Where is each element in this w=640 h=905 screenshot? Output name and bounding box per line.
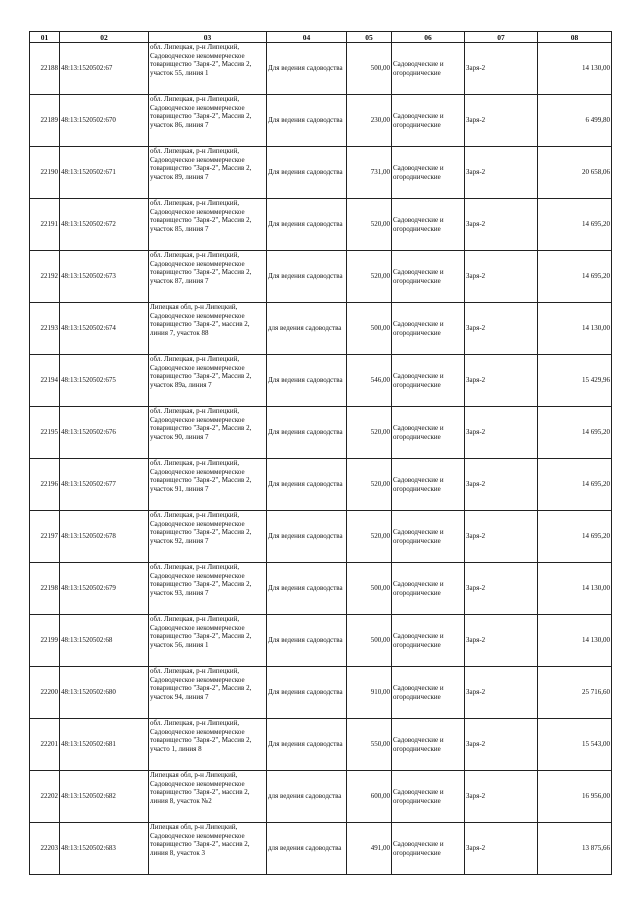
cell-permitted-use-text: для ведения садоводства — [268, 844, 342, 853]
cell-category — [392, 303, 465, 355]
cell-record-number — [30, 667, 60, 719]
cell-permitted-use-text: Для ведения садоводства — [268, 116, 343, 125]
cell-address-text: обл. Липецкая, р-н Липецкий, Садоводческое некоммерческое товарищество "Заря-2", Массив 2, участок 87, линия 7 — [150, 251, 252, 285]
cell-address-text: обл. Липецкая, р-н Липецкий, Садоводческое некоммерческое товарищество "Заря-2", Массив 2, участок 93, линия 7 — [150, 563, 252, 597]
cell-cadastral-number — [60, 563, 149, 615]
cell-permitted-use — [267, 355, 347, 407]
cell-location-name — [465, 511, 538, 563]
cell-location-name-text: Заря-2 — [466, 532, 486, 541]
cell-location-name — [465, 199, 538, 251]
cell-category — [392, 199, 465, 251]
cell-cadastral-number-text: 48:13:1520502:68 — [61, 636, 113, 645]
cell-area-text: 520,00 — [370, 272, 390, 281]
cell-address-text: обл. Липецкая, р-н Липецкий, Садоводческое некоммерческое товарищество "Заря-2", Массив 2, участок 86, линия 7 — [150, 95, 252, 129]
cell-category-text: Садоводческие и огороднические — [393, 215, 444, 233]
cell-category — [392, 355, 465, 407]
cell-address — [149, 303, 267, 355]
table-row — [30, 771, 612, 823]
cell-record-number-text: 22197 — [40, 532, 58, 541]
cell-cadastral-number-text: 48:13:1520502:680 — [61, 688, 116, 697]
cell-record-number-text: 22195 — [40, 428, 58, 437]
table-row — [30, 511, 612, 563]
cell-address — [149, 667, 267, 719]
cell-cadastral-value-text: 20 658,06 — [582, 168, 610, 177]
cell-category — [392, 771, 465, 823]
cell-cadastral-value — [538, 667, 612, 719]
cell-cadastral-value — [538, 459, 612, 511]
cell-area — [347, 511, 392, 563]
cell-area — [347, 667, 392, 719]
cell-record-number — [30, 511, 60, 563]
cell-category — [392, 615, 465, 667]
cell-permitted-use-text: Для ведения садоводства — [268, 480, 343, 489]
cell-permitted-use — [267, 615, 347, 667]
cell-address — [149, 719, 267, 771]
cell-location-name — [465, 407, 538, 459]
cell-cadastral-value-text: 25 716,60 — [582, 688, 610, 697]
cell-permitted-use-text: Для ведения садоводства — [268, 636, 343, 645]
cell-cadastral-value-text: 16 956,00 — [582, 792, 610, 801]
cell-address-text: обл. Липецкая, р-н Липецкий, Садоводческое некоммерческое товарищество "Заря-2", Массив 2, участок 92, линия 7 — [150, 511, 252, 545]
table-row — [30, 303, 612, 355]
cell-cadastral-number-text: 48:13:1520502:677 — [61, 480, 116, 489]
cell-area — [347, 459, 392, 511]
cell-cadastral-value-text: 13 875,66 — [582, 844, 610, 853]
cell-address-text: обл. Липецкая, р-н Липецкий, Садоводческое некоммерческое товарищество "Заря-2", Массив 2, участок 56, линия 1 — [150, 615, 252, 649]
cell-cadastral-value — [538, 251, 612, 303]
cell-location-name — [465, 355, 538, 407]
cell-category-text: Садоводческие и огороднические — [393, 839, 444, 857]
cell-location-name-text: Заря-2 — [466, 220, 486, 229]
cell-record-number-text: 22193 — [40, 324, 58, 333]
cell-address-text: обл. Липецкая, р-н Липецкий, Садоводческое некоммерческое товарищество "Заря-2", Массив 2, участок 89а, линия 7 — [150, 355, 252, 389]
column-header: 05 — [347, 32, 392, 43]
cell-location-name — [465, 95, 538, 147]
cell-location-name-text: Заря-2 — [466, 584, 486, 593]
cell-location-name — [465, 251, 538, 303]
cell-category-text: Садоводческие и огороднические — [393, 319, 444, 337]
cell-cadastral-number-text: 48:13:1520502:670 — [61, 116, 116, 125]
cell-category-text: Садоводческие и огороднические — [393, 683, 444, 701]
column-header: 07 — [465, 32, 538, 43]
cell-permitted-use — [267, 771, 347, 823]
document-page — [29, 31, 611, 875]
cell-cadastral-value-text: 14 695,20 — [582, 272, 610, 281]
cell-cadastral-value — [538, 147, 612, 199]
cell-record-number — [30, 615, 60, 667]
cell-permitted-use — [267, 43, 347, 95]
cell-cadastral-value-text: 6 499,80 — [585, 116, 610, 125]
cell-cadastral-value-text: 14 130,00 — [582, 64, 610, 73]
cell-record-number — [30, 407, 60, 459]
cell-record-number — [30, 199, 60, 251]
cell-cadastral-value — [538, 771, 612, 823]
cell-cadastral-number — [60, 95, 149, 147]
cell-area-text: 500,00 — [370, 636, 390, 645]
cell-permitted-use — [267, 459, 347, 511]
cell-location-name — [465, 823, 538, 875]
cell-category-text: Садоводческие и огороднические — [393, 475, 444, 493]
cell-location-name-text: Заря-2 — [466, 376, 486, 385]
cell-area — [347, 199, 392, 251]
cell-location-name — [465, 667, 538, 719]
cell-area — [347, 719, 392, 771]
cell-address — [149, 355, 267, 407]
cell-location-name — [465, 43, 538, 95]
cell-cadastral-value-text: 14 695,20 — [582, 532, 610, 541]
cell-address — [149, 823, 267, 875]
cell-area — [347, 251, 392, 303]
cell-record-number-text: 22198 — [40, 584, 58, 593]
cell-cadastral-number — [60, 407, 149, 459]
cell-area — [347, 823, 392, 875]
cell-category-text: Садоводческие и огороднические — [393, 423, 444, 441]
cell-address-text: Липецкая обл, р-н Липецкий, Садоводческое некоммерческое товарищество "Заря-2", массив 2, линия 7, участок 88 — [150, 303, 250, 337]
cell-cadastral-value-text: 14 130,00 — [582, 324, 610, 333]
cell-area-text: 230,00 — [370, 116, 390, 125]
cell-permitted-use — [267, 303, 347, 355]
cell-cadastral-number-text: 48:13:1520502:679 — [61, 584, 116, 593]
cell-address — [149, 563, 267, 615]
cell-location-name-text: Заря-2 — [466, 740, 486, 749]
cell-record-number — [30, 719, 60, 771]
cell-category-text: Садоводческие и огороднические — [393, 111, 444, 129]
cell-address-text: обл. Липецкая, р-н Липецкий, Садоводческое некоммерческое товарищество "Заря-2", Массив 2, участок 94, линия 7 — [150, 667, 252, 701]
cell-cadastral-number — [60, 199, 149, 251]
cell-address-text: обл. Липецкая, р-н Липецкий, Садоводческое некоммерческое товарищество "Заря-2", Массив 2, участок 90, линия 7 — [150, 407, 252, 441]
cell-cadastral-number-text: 48:13:1520502:67 — [61, 64, 113, 73]
cell-permitted-use-text: для ведения садоводства — [268, 324, 342, 333]
cell-area — [347, 615, 392, 667]
cell-record-number — [30, 303, 60, 355]
cell-cadastral-value — [538, 355, 612, 407]
cell-permitted-use-text: Для ведения садоводства — [268, 220, 343, 229]
cell-category — [392, 251, 465, 303]
cell-area-text: 910,00 — [370, 688, 390, 697]
column-header: 04 — [267, 32, 347, 43]
cell-cadastral-number-text: 48:13:1520502:672 — [61, 220, 116, 229]
cell-location-name-text: Заря-2 — [466, 272, 486, 281]
cell-category-text: Садоводческие и огороднические — [393, 735, 444, 753]
column-header: 01 — [30, 32, 60, 43]
cell-address — [149, 459, 267, 511]
cell-cadastral-number-text: 48:13:1520502:673 — [61, 272, 116, 281]
land-plots-table — [29, 31, 612, 875]
cell-address — [149, 771, 267, 823]
cell-location-name — [465, 719, 538, 771]
cell-location-name-text: Заря-2 — [466, 428, 486, 437]
cell-address — [149, 511, 267, 563]
cell-location-name-text: Заря-2 — [466, 64, 486, 73]
cell-area — [347, 95, 392, 147]
cell-area — [347, 43, 392, 95]
cell-record-number — [30, 771, 60, 823]
table-row — [30, 43, 612, 95]
column-header: 02 — [60, 32, 149, 43]
table-row — [30, 563, 612, 615]
cell-cadastral-value-text: 14 695,20 — [582, 220, 610, 229]
cell-cadastral-number — [60, 719, 149, 771]
cell-cadastral-number-text: 48:13:1520502:674 — [61, 324, 116, 333]
cell-location-name-text: Заря-2 — [466, 324, 486, 333]
cell-cadastral-number-text: 48:13:1520502:683 — [61, 844, 116, 853]
cell-location-name — [465, 459, 538, 511]
cell-cadastral-value — [538, 563, 612, 615]
cell-area-text: 600,00 — [370, 792, 390, 801]
cell-address-text: обл. Липецкая, р-н Липецкий, Садоводческое некоммерческое товарищество "Заря-2", Массив 2, участок 55, линия 1 — [150, 43, 252, 77]
cell-area — [347, 771, 392, 823]
cell-category-text: Садоводческие и огороднические — [393, 267, 444, 285]
cell-record-number-text: 22196 — [40, 480, 58, 489]
cell-permitted-use-text: Для ведения садоводства — [268, 688, 343, 697]
cell-location-name-text: Заря-2 — [466, 480, 486, 489]
cell-cadastral-number-text: 48:13:1520502:675 — [61, 376, 116, 385]
cell-permitted-use — [267, 251, 347, 303]
cell-address-text: обл. Липецкая, р-н Липецкий, Садоводческое некоммерческое товарищество "Заря-2", Массив 2, участок 85, линия 7 — [150, 199, 252, 233]
cell-area-text: 520,00 — [370, 220, 390, 229]
cell-cadastral-number — [60, 615, 149, 667]
cell-area — [347, 407, 392, 459]
cell-address — [149, 43, 267, 95]
cell-record-number-text: 22194 — [40, 376, 58, 385]
cell-record-number-text: 22199 — [40, 636, 58, 645]
cell-category — [392, 43, 465, 95]
cell-address — [149, 407, 267, 459]
cell-record-number — [30, 43, 60, 95]
cell-location-name-text: Заря-2 — [466, 116, 486, 125]
cell-area-text: 520,00 — [370, 428, 390, 437]
cell-cadastral-number — [60, 511, 149, 563]
table-row — [30, 719, 612, 771]
cell-cadastral-value — [538, 823, 612, 875]
cell-permitted-use-text: Для ведения садоводства — [268, 584, 343, 593]
cell-record-number-text: 22203 — [40, 844, 58, 853]
cell-cadastral-value — [538, 511, 612, 563]
cell-cadastral-value — [538, 407, 612, 459]
table-header-row — [30, 32, 612, 43]
cell-address-text: обл. Липецкая, р-н Липецкий, Садоводческое некоммерческое товарищество "Заря-2", Массив 2, участок 91, линия 7 — [150, 459, 252, 493]
cell-cadastral-value-text: 15 429,96 — [582, 376, 610, 385]
cell-permitted-use-text: Для ведения садоводства — [268, 376, 343, 385]
cell-permitted-use — [267, 147, 347, 199]
cell-location-name — [465, 771, 538, 823]
cell-area — [347, 355, 392, 407]
table-row — [30, 823, 612, 875]
table-row — [30, 667, 612, 719]
cell-record-number-text: 22190 — [40, 168, 58, 177]
cell-location-name — [465, 615, 538, 667]
cell-cadastral-value — [538, 43, 612, 95]
cell-record-number-text: 22191 — [40, 220, 58, 229]
cell-cadastral-value-text: 15 543,00 — [582, 740, 610, 749]
cell-permitted-use-text: Для ведения садоводства — [268, 272, 343, 281]
cell-permitted-use-text: Для ведения садоводства — [268, 740, 343, 749]
cell-category-text: Садоводческие и огороднические — [393, 787, 444, 805]
cell-category — [392, 719, 465, 771]
cell-permitted-use — [267, 563, 347, 615]
table-row — [30, 407, 612, 459]
cell-category-text: Садоводческие и огороднические — [393, 59, 444, 77]
cell-area-text: 520,00 — [370, 480, 390, 489]
cell-category-text: Садоводческие и огороднические — [393, 579, 444, 597]
cell-area-text: 731,00 — [370, 168, 390, 177]
cell-record-number — [30, 95, 60, 147]
cell-cadastral-number — [60, 667, 149, 719]
table-row — [30, 95, 612, 147]
cell-location-name-text: Заря-2 — [466, 688, 486, 697]
cell-category-text: Садоводческие и огороднические — [393, 527, 444, 545]
cell-area-text: 520,00 — [370, 532, 390, 541]
cell-record-number — [30, 355, 60, 407]
cell-cadastral-number-text: 48:13:1520502:682 — [61, 792, 116, 801]
cell-area-text: 500,00 — [370, 64, 390, 73]
cell-permitted-use — [267, 719, 347, 771]
cell-cadastral-number — [60, 303, 149, 355]
cell-location-name — [465, 147, 538, 199]
cell-cadastral-value — [538, 303, 612, 355]
cell-area-text: 546,00 — [370, 376, 390, 385]
cell-area-text: 500,00 — [370, 324, 390, 333]
cell-cadastral-value-text: 14 130,00 — [582, 584, 610, 593]
table-row — [30, 459, 612, 511]
cell-category — [392, 563, 465, 615]
cell-location-name-text: Заря-2 — [466, 844, 486, 853]
cell-area — [347, 147, 392, 199]
cell-record-number — [30, 823, 60, 875]
cell-permitted-use — [267, 511, 347, 563]
cell-cadastral-number — [60, 771, 149, 823]
cell-cadastral-value — [538, 719, 612, 771]
cell-address-text: Липецкая обл, р-н Липецкий, Садоводческое некоммерческое товарищество "Заря-2", массив 2, линия 8, участок 3 — [150, 823, 250, 857]
cell-location-name-text: Заря-2 — [466, 636, 486, 645]
cell-permitted-use — [267, 407, 347, 459]
cell-address-text: обл. Липецкая, р-н Липецкий, Садоводческое некоммерческое товарищество "Заря-2", Массив 2, участо 1, линия 8 — [150, 719, 252, 753]
cell-record-number — [30, 563, 60, 615]
cell-record-number — [30, 251, 60, 303]
cell-area-text: 550,00 — [370, 740, 390, 749]
cell-category — [392, 511, 465, 563]
cell-category-text: Садоводческие и огороднические — [393, 631, 444, 649]
cell-category — [392, 459, 465, 511]
cell-area — [347, 303, 392, 355]
cell-cadastral-value-text: 14 695,20 — [582, 480, 610, 489]
cell-location-name-text: Заря-2 — [466, 792, 486, 801]
cell-cadastral-number — [60, 251, 149, 303]
column-header: 03 — [149, 32, 267, 43]
cell-cadastral-number — [60, 147, 149, 199]
cell-category — [392, 95, 465, 147]
cell-permitted-use — [267, 95, 347, 147]
cell-permitted-use — [267, 667, 347, 719]
cell-cadastral-value — [538, 199, 612, 251]
cell-record-number-text: 22192 — [40, 272, 58, 281]
table-row — [30, 251, 612, 303]
cell-cadastral-number-text: 48:13:1520502:678 — [61, 532, 116, 541]
cell-permitted-use-text: Для ведения садоводства — [268, 428, 343, 437]
table-row — [30, 355, 612, 407]
cell-cadastral-number-text: 48:13:1520502:676 — [61, 428, 116, 437]
cell-cadastral-number-text: 48:13:1520502:681 — [61, 740, 116, 749]
column-header: 06 — [392, 32, 465, 43]
cell-cadastral-number-text: 48:13:1520502:671 — [61, 168, 116, 177]
cell-category — [392, 147, 465, 199]
cell-address — [149, 251, 267, 303]
cell-cadastral-number — [60, 355, 149, 407]
cell-record-number-text: 22201 — [40, 740, 58, 749]
cell-record-number-text: 22202 — [40, 792, 58, 801]
cell-location-name — [465, 563, 538, 615]
cell-category-text: Садоводческие и огороднические — [393, 163, 444, 181]
table-row — [30, 615, 612, 667]
cell-record-number-text: 22189 — [40, 116, 58, 125]
cell-permitted-use-text: Для ведения садоводства — [268, 532, 343, 541]
cell-address — [149, 95, 267, 147]
cell-permitted-use-text: Для ведения садоводства — [268, 64, 343, 73]
cell-record-number-text: 22188 — [40, 64, 58, 73]
cell-address-text: обл. Липецкая, р-н Липецкий, Садоводческое некоммерческое товарищество "Заря-2", Массив 2, участок 89, линия 7 — [150, 147, 252, 181]
cell-category-text: Садоводческие и огороднические — [393, 371, 444, 389]
cell-permitted-use-text: Для ведения садоводства — [268, 168, 343, 177]
cell-area — [347, 563, 392, 615]
cell-area-text: 491,00 — [370, 844, 390, 853]
table-row — [30, 199, 612, 251]
table-row — [30, 147, 612, 199]
cell-address — [149, 199, 267, 251]
cell-area-text: 500,00 — [370, 584, 390, 593]
cell-location-name-text: Заря-2 — [466, 168, 486, 177]
cell-record-number — [30, 459, 60, 511]
cell-cadastral-value-text: 14 695,20 — [582, 428, 610, 437]
cell-cadastral-value-text: 14 130,00 — [582, 636, 610, 645]
column-header: 08 — [538, 32, 612, 43]
cell-permitted-use — [267, 823, 347, 875]
cell-category — [392, 823, 465, 875]
cell-address — [149, 615, 267, 667]
cell-record-number — [30, 147, 60, 199]
cell-cadastral-value — [538, 615, 612, 667]
cell-address — [149, 147, 267, 199]
cell-cadastral-number — [60, 459, 149, 511]
cell-record-number-text: 22200 — [40, 688, 58, 697]
cell-location-name — [465, 303, 538, 355]
cell-cadastral-number — [60, 823, 149, 875]
cell-cadastral-number — [60, 43, 149, 95]
cell-permitted-use-text: для ведения садоводства — [268, 792, 342, 801]
cell-category — [392, 667, 465, 719]
cell-category — [392, 407, 465, 459]
cell-address-text: Липецкая обл, р-н Липецкий, Садоводческое некоммерческое товарищество "Заря-2", массив 2, линия 8, участок №2 — [150, 771, 250, 805]
cell-cadastral-value — [538, 95, 612, 147]
cell-permitted-use — [267, 199, 347, 251]
